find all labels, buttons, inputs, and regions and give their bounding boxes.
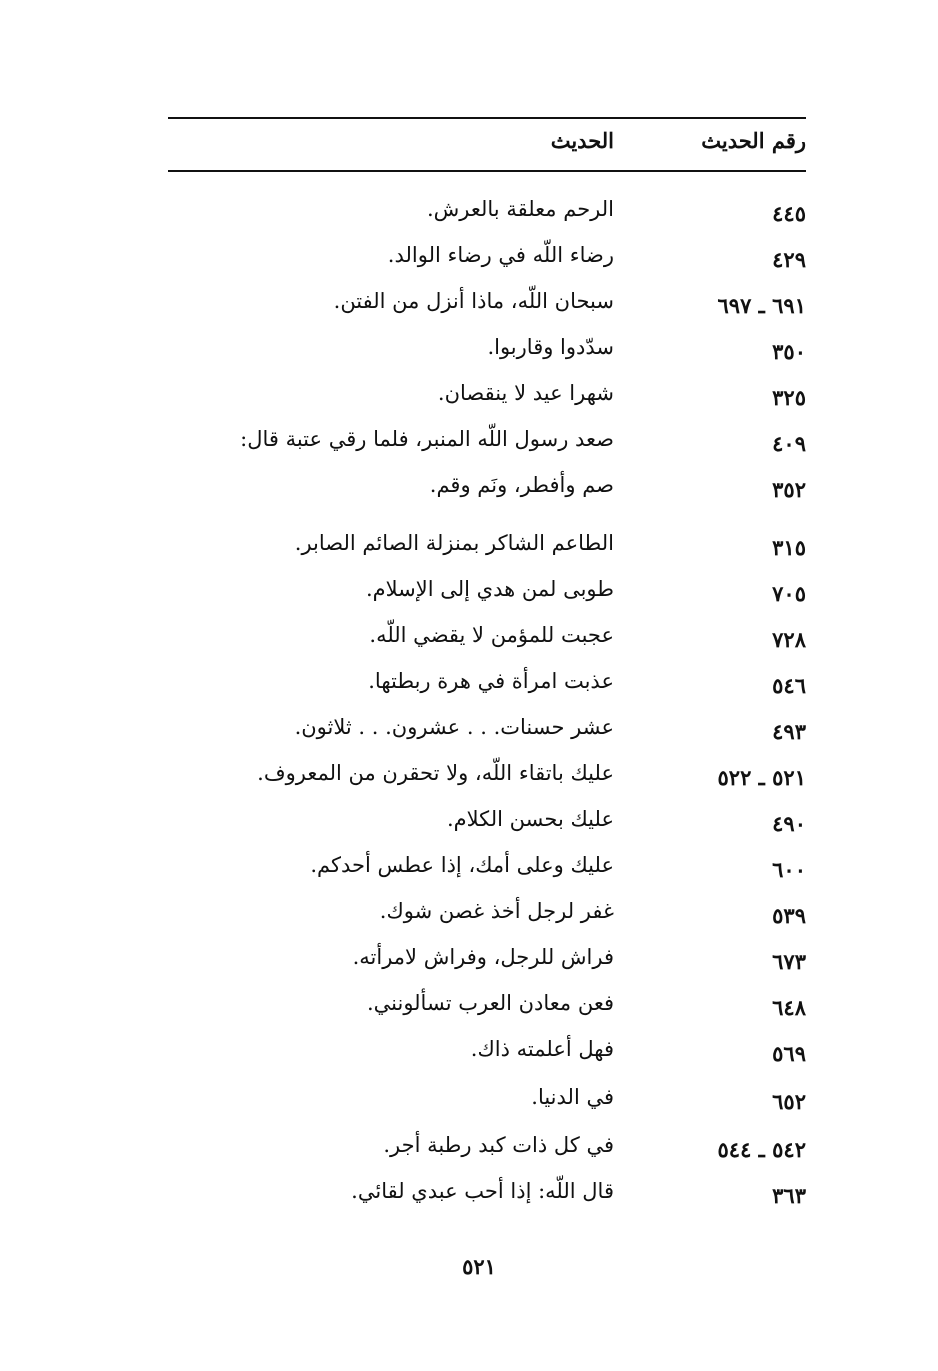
hadith-text: سبحان اللّه، ماذا أنزل من الفتن. bbox=[333, 289, 614, 313]
hadith-number: ٤٩٣ bbox=[772, 719, 806, 744]
table-top-rule bbox=[168, 117, 806, 119]
hadith-text: عذبت امرأة في هرة ربطتها. bbox=[368, 669, 614, 693]
hadith-number: ٤٩٠ bbox=[772, 811, 806, 836]
table-row bbox=[86, 713, 806, 753]
table-row bbox=[86, 425, 806, 465]
table-row bbox=[86, 943, 806, 983]
table-row bbox=[86, 851, 806, 891]
hadith-text: فهل أعلمته ذاك. bbox=[470, 1037, 614, 1061]
hadith-text: عليك باتقاء اللّه، ولا تحقرن من المعروف. bbox=[257, 761, 614, 785]
table-row bbox=[86, 1131, 806, 1171]
hadith-text: صعد رسول اللّه المنبر، فلما رقي عتبة قال: bbox=[240, 427, 614, 451]
hadith-text: الرحم معلقة بالعرش. bbox=[426, 197, 614, 221]
table-row bbox=[86, 529, 806, 569]
hadith-text: قال اللّه: إذا أحب عبدي لقائي. bbox=[351, 1179, 614, 1203]
hadith-number: ٧٢٨ bbox=[772, 627, 806, 652]
hadith-number: ٣١٥ bbox=[772, 535, 806, 560]
hadith-number: ٣٦٣ bbox=[772, 1183, 806, 1208]
hadith-number: ٦٥٢ bbox=[772, 1089, 806, 1114]
hadith-number: ٦٤٨ bbox=[772, 995, 806, 1020]
hadith-number: ٣٥٢ bbox=[772, 477, 806, 502]
hadith-text: رضاء اللّه في رضاء الوالد. bbox=[387, 243, 614, 267]
hadith-text: غفر لرجل أخذ غصن شوك. bbox=[379, 899, 614, 923]
table-row bbox=[86, 195, 806, 235]
table-row bbox=[86, 1177, 806, 1217]
hadith-number: ٦٧٣ bbox=[772, 949, 806, 974]
hadith-text: سدّدوا وقاربوا. bbox=[487, 335, 614, 359]
hadith-number: ٦٩١ ـ ٦٩٧ bbox=[717, 293, 806, 318]
table-row bbox=[86, 241, 806, 281]
table-row bbox=[86, 805, 806, 845]
number-column-header: رقم الحديث bbox=[701, 128, 806, 153]
hadith-number: ٥٤٦ bbox=[772, 673, 806, 698]
hadith-text: الطاعم الشاكر بمنزلة الصائم الصابر. bbox=[294, 531, 614, 555]
hadith-number: ٣٥٠ bbox=[772, 339, 806, 364]
hadith-text: عليك بحسن الكلام. bbox=[446, 807, 614, 831]
table-row bbox=[86, 1083, 806, 1123]
table-row bbox=[86, 333, 806, 373]
hadith-number: ٥٢١ ـ ٥٢٢ bbox=[717, 765, 806, 790]
hadith-text: عليك وعلى أمك، إذا عطس أحدكم. bbox=[310, 853, 614, 877]
hadith-number: ٤٢٩ bbox=[772, 247, 806, 272]
table-row bbox=[86, 287, 806, 327]
table-row bbox=[86, 897, 806, 937]
table-row bbox=[86, 379, 806, 419]
hadith-number: ٤٠٩ bbox=[772, 431, 806, 456]
hadith-text: شهرا عيد لا ينقصان. bbox=[437, 381, 614, 405]
hadith-number: ٦٠٠ bbox=[772, 857, 806, 882]
table-row bbox=[86, 471, 806, 511]
hadith-number: ٥٣٩ bbox=[772, 903, 806, 928]
table-row bbox=[86, 575, 806, 615]
table-row bbox=[86, 667, 806, 707]
hadith-number: ٤٤٥ bbox=[772, 201, 806, 226]
hadith-text: طوبى لمن هدي إلى الإسلام. bbox=[365, 577, 614, 601]
hadith-text: فعن معادن العرب تسألونني. bbox=[366, 991, 614, 1015]
page-number: ٥٢١ bbox=[462, 1254, 496, 1279]
hadith-text: عشر حسنات. . . عشرون. . . ثلاثون. bbox=[294, 715, 614, 739]
hadith-column-header: الحديث bbox=[550, 128, 614, 153]
header-bottom-rule bbox=[168, 170, 806, 172]
hadith-number: ٧٠٥ bbox=[772, 581, 806, 606]
hadith-number: ٣٢٥ bbox=[772, 385, 806, 410]
hadith-text: صم وأفطر، ونَم وقم. bbox=[429, 473, 614, 497]
table-row bbox=[86, 621, 806, 661]
hadith-text: في الدنيا. bbox=[531, 1085, 614, 1109]
hadith-number: ٥٤٢ ـ ٥٤٤ bbox=[717, 1137, 806, 1162]
table-row bbox=[86, 1035, 806, 1075]
hadith-text: فراش للرجل، وفراش لامرأته. bbox=[352, 945, 614, 969]
hadith-number: ٥٦٩ bbox=[772, 1041, 806, 1066]
table-row bbox=[86, 989, 806, 1029]
hadith-text: في كل ذات كبد رطبة أجر. bbox=[383, 1133, 614, 1157]
hadith-text: عجبت للمؤمن لا يقضي اللّه. bbox=[369, 623, 614, 647]
table-row bbox=[86, 759, 806, 799]
